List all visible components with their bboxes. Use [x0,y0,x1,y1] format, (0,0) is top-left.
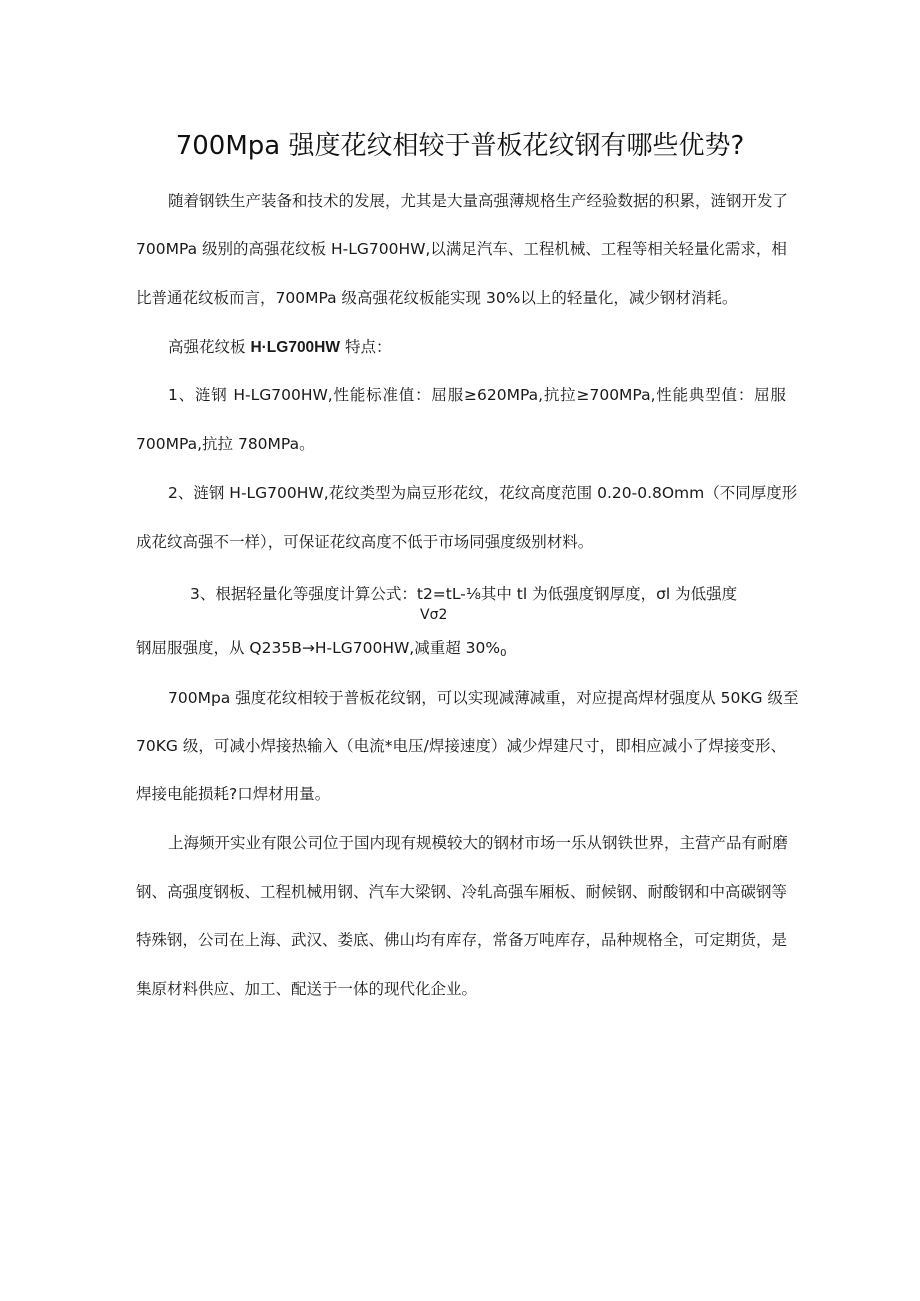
features-heading-suffix: 特点： [340,338,392,356]
features-heading-model: H·LG700HW [250,339,341,356]
intro-line-3: 比普通花纹板而言，700MPa 级高强花纹板能实现 30%以上的轻量化，减少钢材消耗。 [136,289,738,307]
item-2-line-1: 2、涟钢 H-LG700HW,花纹类型为扁豆形花纹，花纹高度范围 0.20-0.8Omm（不同厚度形 [168,484,798,502]
formula-denominator: Vσ2 [420,607,448,623]
item-1-line-1: 1、涟钢 H-LG700HW,性能标准值：屈服≥620MPa,抗拉≥700MPa,性能典型值：屈服 [168,386,786,404]
comparison-line-2: 70KG 级，可减小焊接热输入（电流*电压/焊接速度）减少焊建尺寸，即相应减小了焊接变形、 [136,737,786,755]
intro-line-2: 700MPa 级别的高强花纹板 H-LG700HW,以满足汽车、工程机械、工程等相关轻量化需求，相 [136,240,787,258]
item-3-line-1: 3、根据轻量化等强度计算公式：t2=tL-⅛其中 tl 为低强度钢厚度，σl 为低强度 [190,585,738,603]
comparison-line-1: 700Mpa 强度花纹相较于普板花纹钢，可以实现减薄减重，对应提高焊材强度从 50KG 级至 [168,689,799,707]
comparison-line-3: 焊接电能损耗?口焊材用量。 [136,785,331,803]
item-1-line-2: 700MPa,抗拉 780MPa。 [136,435,315,453]
item-3-line-2-text: 钢屈服强度，从 Q235B→H-LG700HW,减重超 30% [136,639,501,657]
item-2-line-2: 成花纹高强不一样），可保证花纹高度不低于市场同强度级别材料。 [136,533,594,551]
document-title: 700Mpa 强度花纹相较于普板花纹钢有哪些优势? [175,131,745,161]
features-heading-prefix: 高强花纹板 [168,338,251,356]
company-line-4: 集原材料供应、加工、配送于一体的现代化企业。 [136,980,478,998]
company-line-2: 钢、高强度钢板、工程机械用钢、汽车大梁钢、冷轧高强车厢板、耐候钢、耐酸钢和中高碳钢等 [136,883,788,901]
item-3-line-2 [136,637,506,665]
item-3-line-2-subscript: 0 [500,648,507,659]
intro-line-1: 随着钢铁生产装备和技术的发展，尤其是大量高强薄规格生产经验数据的积累，涟钢开发了 [168,192,789,210]
company-line-1: 上海频开实业有限公司位于国内现有规模较大的钢材市场一乐从钢铁世界，主营产品有耐磨 [168,834,789,852]
features-heading [168,336,391,359]
company-line-3: 特殊钢，公司在上海、武汉、娄底、佛山均有库存，常备万吨库存，品种规格全，可定期货，是 [136,931,788,949]
